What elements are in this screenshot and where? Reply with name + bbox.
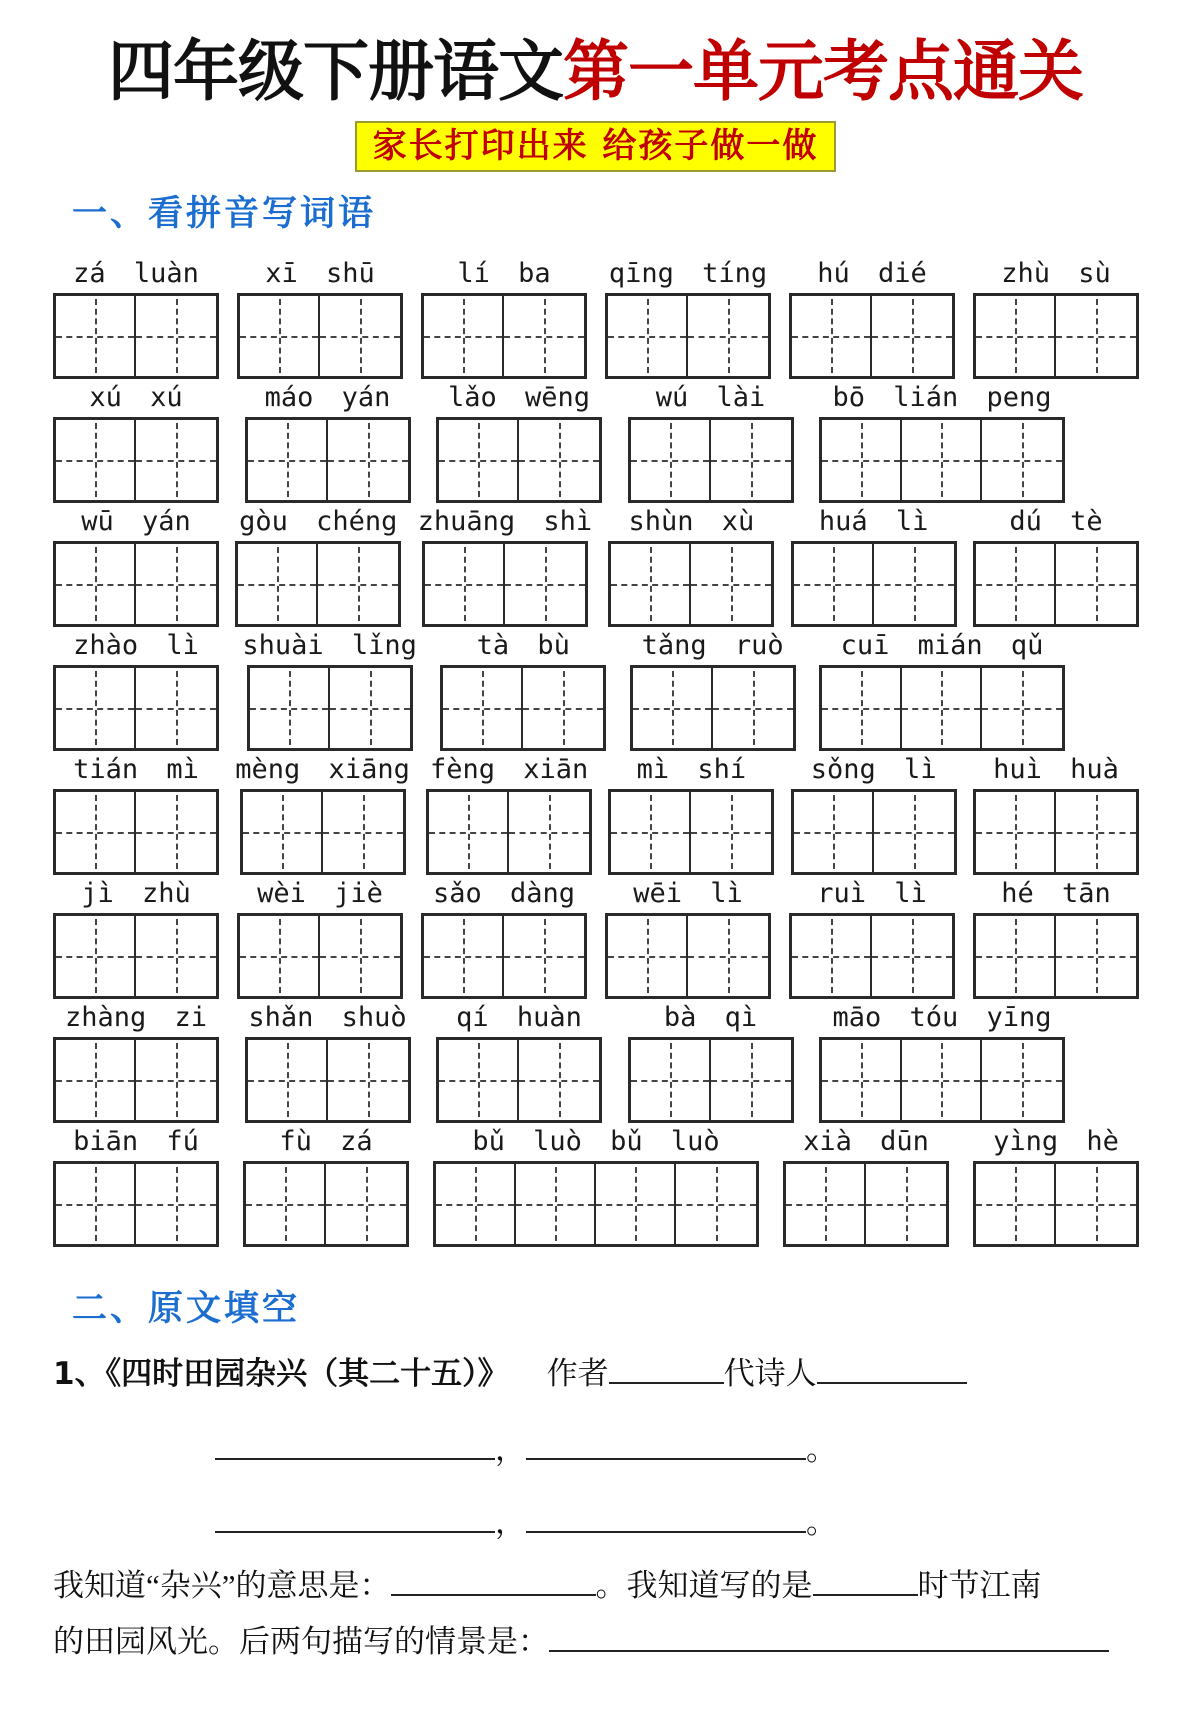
pinyin-label: gòu chéng	[239, 505, 398, 537]
pinyin-word-block	[242, 630, 417, 751]
pinyin-word-block	[245, 382, 411, 503]
writing-cell[interactable]	[509, 792, 589, 872]
writing-cell[interactable]	[1056, 916, 1136, 996]
writing-cell[interactable]	[250, 668, 330, 748]
writing-cell[interactable]	[711, 1040, 791, 1120]
pinyin-label: wú lài	[655, 381, 766, 413]
pinyin-label: māo tóu yīng	[832, 1001, 1052, 1033]
pinyin-label: zhào lì	[73, 629, 199, 661]
writing-cell[interactable]	[1056, 792, 1136, 872]
pinyin-label: hú dié	[817, 257, 927, 289]
verse-line-1	[215, 1424, 1191, 1469]
writing-grid[interactable]	[53, 1161, 219, 1247]
writing-cell[interactable]	[516, 1164, 596, 1244]
pinyin-row	[53, 754, 1139, 875]
writing-cell[interactable]	[976, 916, 1056, 996]
pinyin-row	[53, 878, 1139, 999]
question-1-number: 1、	[53, 1355, 106, 1392]
pinyin-label: xià dūn	[803, 1125, 929, 1157]
pinyin-grid-rows	[53, 258, 1139, 1247]
pinyin-word-block	[605, 258, 771, 379]
dynasty-blank[interactable]	[817, 1354, 967, 1384]
pinyin-label: wēi lì	[633, 877, 743, 909]
pinyin-label: zhàng zi	[64, 1001, 208, 1033]
pinyin-word-block	[819, 630, 1065, 751]
writing-grid[interactable]	[235, 541, 401, 627]
writing-cell[interactable]	[439, 420, 519, 500]
pinyin-word-block	[819, 382, 1065, 503]
writing-cell[interactable]	[136, 1040, 216, 1120]
pinyin-word-block	[608, 754, 774, 875]
writing-grid[interactable]	[440, 665, 606, 751]
writing-cell[interactable]	[56, 1164, 136, 1244]
pinyin-word-block	[53, 506, 219, 627]
writing-grid[interactable]	[426, 789, 592, 875]
writing-grid[interactable]	[973, 1161, 1139, 1247]
pinyin-word-block	[436, 382, 602, 503]
pinyin-word-block	[237, 878, 403, 999]
writing-cell[interactable]	[872, 296, 952, 376]
writing-grid[interactable]	[819, 1037, 1065, 1123]
pinyin-label: sǒng lì	[810, 753, 937, 785]
writing-cell[interactable]	[240, 916, 320, 996]
pinyin-word-block	[53, 1002, 219, 1123]
writing-grid[interactable]	[608, 541, 774, 627]
writing-cell[interactable]	[688, 916, 768, 996]
pinyin-word-block	[53, 878, 219, 999]
pinyin-word-block	[245, 1002, 411, 1123]
writing-cell[interactable]	[691, 544, 771, 624]
writing-grid[interactable]	[237, 913, 403, 999]
pinyin-label: tǎng ruò	[641, 629, 784, 661]
writing-cell[interactable]	[519, 420, 599, 500]
meaning-mid-text: 。我知道写的是	[595, 1567, 813, 1603]
dynasty-label: 代诗人	[723, 1355, 817, 1391]
writing-cell[interactable]	[443, 668, 523, 748]
writing-cell[interactable]	[504, 296, 584, 376]
writing-cell[interactable]	[136, 668, 216, 748]
writing-cell[interactable]	[56, 420, 136, 500]
pinyin-label: hé tān	[1001, 877, 1111, 909]
pinyin-label: shuài lǐng	[242, 629, 417, 661]
writing-cell[interactable]	[328, 1040, 408, 1120]
writing-cell[interactable]	[246, 1164, 326, 1244]
pinyin-row	[53, 258, 1139, 379]
writing-grid[interactable]	[605, 293, 771, 379]
pinyin-word-block	[235, 506, 401, 627]
writing-grid[interactable]	[973, 789, 1139, 875]
writing-grid[interactable]	[630, 665, 796, 751]
writing-cell[interactable]	[1056, 1164, 1136, 1244]
writing-cell[interactable]	[874, 544, 954, 624]
writing-cell[interactable]	[136, 916, 216, 996]
writing-grid[interactable]	[789, 293, 955, 379]
writing-cell[interactable]	[631, 420, 711, 500]
pinyin-word-block	[418, 506, 593, 627]
writing-cell[interactable]	[248, 420, 328, 500]
writing-grid[interactable]	[53, 417, 219, 503]
author-blank[interactable]	[609, 1354, 724, 1384]
verse-2-blank-a[interactable]	[215, 1503, 495, 1533]
writing-cell[interactable]	[872, 916, 952, 996]
period-2: 。	[806, 1504, 837, 1540]
verse-1-blank-a[interactable]	[215, 1430, 495, 1460]
writing-cell[interactable]	[611, 792, 691, 872]
pinyin-label: shùn xù	[628, 505, 755, 537]
writing-grid[interactable]	[436, 417, 602, 503]
writing-cell[interactable]	[328, 420, 408, 500]
writing-grid[interactable]	[791, 541, 957, 627]
writing-cell[interactable]	[424, 296, 504, 376]
pinyin-label: wèi jiè	[257, 877, 383, 909]
pinyin-label: lǎo wēng	[447, 381, 591, 413]
writing-grid[interactable]	[421, 293, 587, 379]
author-label: 作者	[546, 1355, 609, 1391]
page-title	[0, 30, 1191, 113]
section-1-heading: 一、看拼音写词语	[72, 193, 377, 234]
pinyin-word-block	[53, 258, 219, 379]
writing-cell[interactable]	[794, 792, 874, 872]
meaning-end-text: 时节江南	[917, 1567, 1042, 1603]
pinyin-word-block	[973, 878, 1139, 999]
writing-grid[interactable]	[819, 417, 1065, 503]
section-2-heading: 二、原文填空	[72, 1288, 301, 1329]
pinyin-word-block	[53, 754, 219, 875]
pinyin-row	[53, 1002, 1139, 1123]
writing-cell[interactable]	[320, 296, 400, 376]
writing-cell[interactable]	[1056, 544, 1136, 624]
pinyin-label: xú xú	[89, 381, 183, 413]
pinyin-label: huì huà	[993, 753, 1119, 785]
writing-cell[interactable]	[238, 544, 318, 624]
writing-grid[interactable]	[628, 417, 794, 503]
writing-cell[interactable]	[822, 420, 902, 500]
pinyin-word-block	[973, 258, 1139, 379]
writing-cell[interactable]	[596, 1164, 676, 1244]
writing-cell[interactable]	[243, 792, 323, 872]
pinyin-label: yìng hè	[993, 1125, 1119, 1157]
pinyin-row	[53, 506, 1139, 627]
pinyin-word-block	[789, 258, 955, 379]
writing-grid[interactable]	[245, 417, 411, 503]
pinyin-word-block	[628, 382, 794, 503]
pinyin-label: huá lì	[818, 505, 929, 537]
writing-cell[interactable]	[240, 296, 320, 376]
writing-cell[interactable]	[982, 1040, 1062, 1120]
page-title-red: 第一单元考点通关	[563, 32, 1083, 110]
pinyin-word-block	[53, 630, 219, 751]
writing-cell[interactable]	[436, 1164, 516, 1244]
writing-cell[interactable]	[136, 544, 216, 624]
writing-cell[interactable]	[429, 792, 509, 872]
pinyin-label: ruì lì	[817, 877, 927, 909]
writing-cell[interactable]	[425, 544, 505, 624]
pinyin-label: zá luàn	[73, 257, 199, 289]
pinyin-word-block	[608, 506, 774, 627]
meaning-pre-text: 我知道“杂兴”的意思是：	[53, 1567, 391, 1603]
writing-cell[interactable]	[56, 544, 136, 624]
writing-cell[interactable]	[519, 1040, 599, 1120]
pinyin-word-block	[436, 1002, 602, 1123]
pinyin-word-block	[53, 1126, 219, 1247]
writing-cell[interactable]	[439, 1040, 519, 1120]
writing-cell[interactable]	[976, 792, 1056, 872]
pinyin-word-block	[973, 506, 1139, 627]
writing-grid[interactable]	[783, 1161, 949, 1247]
writing-cell[interactable]	[424, 916, 504, 996]
writing-cell[interactable]	[976, 544, 1056, 624]
writing-cell[interactable]	[711, 420, 791, 500]
comma-1: ，	[495, 1431, 526, 1467]
pinyin-label: shǎn shuò	[248, 1001, 407, 1033]
writing-cell[interactable]	[323, 792, 403, 872]
pinyin-word-block	[789, 878, 955, 999]
writing-grid[interactable]	[53, 541, 219, 627]
writing-cell[interactable]	[976, 1164, 1056, 1244]
writing-cell[interactable]	[713, 668, 793, 748]
writing-cell[interactable]	[866, 1164, 946, 1244]
pinyin-word-block	[433, 1126, 759, 1247]
pinyin-label: máo yán	[264, 381, 391, 413]
writing-cell[interactable]	[56, 296, 136, 376]
scene-line	[53, 1618, 1191, 1666]
writing-grid[interactable]	[436, 1037, 602, 1123]
pinyin-label: bǔ luò bǔ luò	[472, 1125, 720, 1157]
writing-cell[interactable]	[56, 792, 136, 872]
pinyin-label: bō lián peng	[832, 381, 1052, 413]
page-title-black: 四年级下册语文	[108, 32, 563, 110]
writing-cell[interactable]	[318, 544, 398, 624]
writing-cell[interactable]	[786, 1164, 866, 1244]
pinyin-word-block	[237, 258, 403, 379]
writing-cell[interactable]	[330, 668, 410, 748]
pinyin-word-block	[630, 630, 796, 751]
writing-cell[interactable]	[902, 1040, 982, 1120]
writing-cell[interactable]	[691, 792, 771, 872]
pinyin-label: mèng xiāng	[235, 753, 410, 785]
pinyin-word-block	[791, 506, 957, 627]
pinyin-word-block	[53, 382, 219, 503]
writing-grid[interactable]	[53, 789, 219, 875]
verse-line-2	[215, 1497, 1191, 1542]
pinyin-label: dú tè	[1009, 505, 1103, 537]
writing-grid[interactable]	[53, 913, 219, 999]
writing-grid[interactable]	[245, 1037, 411, 1123]
meaning-blank[interactable]	[391, 1566, 596, 1596]
poem-title: 《四时田园杂兴（其二十五）》	[105, 1355, 509, 1392]
pinyin-word-block	[426, 754, 592, 875]
pinyin-row	[53, 1126, 1139, 1247]
pinyin-word-block	[783, 1126, 949, 1247]
pinyin-word-block	[440, 630, 606, 751]
season-blank[interactable]	[813, 1566, 918, 1596]
pinyin-label: tián mì	[73, 753, 199, 785]
pinyin-word-block	[791, 754, 957, 875]
writing-cell[interactable]	[676, 1164, 756, 1244]
writing-cell[interactable]	[136, 420, 216, 500]
pinyin-label: cuī mián qǔ	[840, 629, 1044, 661]
writing-grid[interactable]	[973, 541, 1139, 627]
writing-cell[interactable]	[136, 296, 216, 376]
scene-pre-text: 的田园风光。后两句描写的情景是：	[53, 1623, 549, 1659]
writing-grid[interactable]	[628, 1037, 794, 1123]
pinyin-label: qí huàn	[456, 1001, 582, 1033]
pinyin-label: fù zá	[279, 1125, 373, 1157]
scene-blank[interactable]	[549, 1622, 1109, 1652]
pinyin-word-block	[819, 1002, 1065, 1123]
pinyin-word-block	[421, 258, 587, 379]
meaning-line	[53, 1562, 1191, 1610]
writing-cell[interactable]	[326, 1164, 406, 1244]
pinyin-label: zhù sù	[1001, 257, 1111, 289]
writing-cell[interactable]	[56, 668, 136, 748]
writing-cell[interactable]	[608, 296, 688, 376]
writing-cell[interactable]	[902, 420, 982, 500]
writing-cell[interactable]	[874, 792, 954, 872]
writing-cell[interactable]	[608, 916, 688, 996]
pinyin-label: bà qì	[663, 1001, 758, 1033]
print-note-banner: 家长打印出来 给孩子做一做	[355, 121, 837, 172]
writing-cell[interactable]	[248, 1040, 328, 1120]
writing-grid[interactable]	[605, 913, 771, 999]
banner-row	[0, 121, 1191, 172]
pinyin-row	[53, 382, 1139, 503]
writing-grid[interactable]	[243, 1161, 409, 1247]
pinyin-word-block	[243, 1126, 409, 1247]
pinyin-label: fèng xiān	[429, 753, 589, 785]
writing-cell[interactable]	[56, 916, 136, 996]
pinyin-word-block	[421, 878, 587, 999]
writing-cell[interactable]	[794, 544, 874, 624]
writing-cell[interactable]	[982, 668, 1062, 748]
writing-cell[interactable]	[523, 668, 603, 748]
verse-1-blank-b[interactable]	[526, 1430, 806, 1460]
pinyin-label: wū yán	[81, 505, 191, 537]
writing-cell[interactable]	[792, 296, 872, 376]
writing-grid[interactable]	[608, 789, 774, 875]
comma-2: ，	[495, 1504, 526, 1540]
writing-grid[interactable]	[421, 913, 587, 999]
writing-grid[interactable]	[433, 1161, 759, 1247]
writing-cell[interactable]	[505, 544, 585, 624]
writing-cell[interactable]	[504, 916, 584, 996]
pinyin-word-block	[235, 754, 410, 875]
writing-grid[interactable]	[789, 913, 955, 999]
writing-cell[interactable]	[982, 420, 1062, 500]
writing-grid[interactable]	[53, 293, 219, 379]
pinyin-word-block	[973, 1126, 1139, 1247]
writing-grid[interactable]	[53, 665, 219, 751]
writing-cell[interactable]	[822, 1040, 902, 1120]
pinyin-word-block	[973, 754, 1139, 875]
writing-grid[interactable]	[422, 541, 588, 627]
writing-grid[interactable]	[819, 665, 1065, 751]
pinyin-label: lí ba	[457, 257, 551, 289]
pinyin-label: mì shí	[636, 753, 747, 785]
pinyin-row	[53, 630, 1139, 751]
writing-grid[interactable]	[973, 913, 1139, 999]
writing-cell[interactable]	[822, 668, 902, 748]
writing-cell[interactable]	[792, 916, 872, 996]
writing-cell[interactable]	[136, 792, 216, 872]
pinyin-label: zhuāng shì	[417, 505, 593, 537]
writing-cell[interactable]	[320, 916, 400, 996]
pinyin-label: sǎo dàng	[432, 877, 576, 909]
writing-cell[interactable]	[56, 1040, 136, 1120]
writing-cell[interactable]	[633, 668, 713, 748]
pinyin-label: jì zhù	[81, 877, 191, 909]
period-1: 。	[806, 1431, 837, 1467]
writing-grid[interactable]	[53, 1037, 219, 1123]
writing-cell[interactable]	[1056, 296, 1136, 376]
writing-grid[interactable]	[240, 789, 406, 875]
writing-cell[interactable]	[688, 296, 768, 376]
writing-cell[interactable]	[136, 1164, 216, 1244]
writing-cell[interactable]	[902, 668, 982, 748]
writing-cell[interactable]	[631, 1040, 711, 1120]
pinyin-word-block	[628, 1002, 794, 1123]
pinyin-word-block	[605, 878, 771, 999]
pinyin-label: tà bù	[476, 629, 570, 661]
writing-grid[interactable]	[973, 293, 1139, 379]
writing-cell[interactable]	[611, 544, 691, 624]
pinyin-label: xī shū	[265, 257, 375, 289]
writing-cell[interactable]	[976, 296, 1056, 376]
writing-grid[interactable]	[791, 789, 957, 875]
writing-grid[interactable]	[237, 293, 403, 379]
pinyin-label: qīng tíng	[608, 257, 768, 289]
verse-2-blank-b[interactable]	[526, 1503, 806, 1533]
writing-grid[interactable]	[247, 665, 413, 751]
pinyin-label: biān fú	[73, 1125, 199, 1157]
question-1	[53, 1353, 1191, 1396]
